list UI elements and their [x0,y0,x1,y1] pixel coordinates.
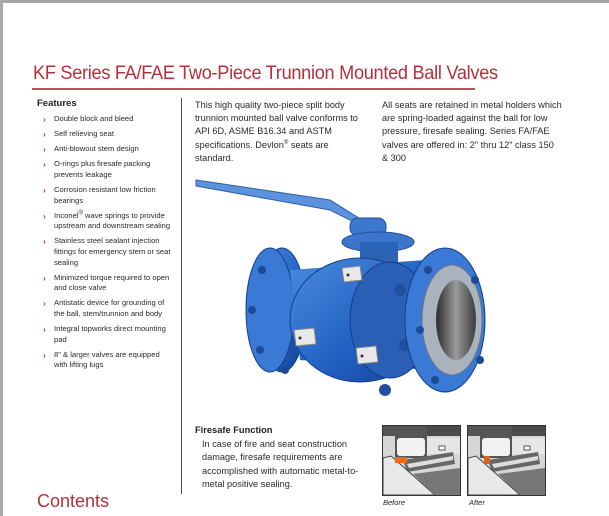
feature-item: › Inconel® wave springs to provide upstream and downstream sealing [43,210,171,231]
chevron-right-icon: › [43,272,46,283]
chevron-right-icon: › [43,114,46,124]
ball-valve-illustration [190,170,510,420]
page-frame-left [0,0,3,516]
feature-item: › Anti-blowout stem design [43,144,139,155]
chevron-right-icon: › [43,144,46,155]
firesafe-diagram-before [382,425,461,496]
firesafe-description: In case of fire and seat construction damage, firesafe requirements are accomplished with automatic metal-to-metal positive sealing. [202,439,359,490]
chevron-right-icon: › [43,159,46,170]
feature-item: › O-rings plus firesafe packing prevents leakage [43,159,151,179]
feature-item: › Minimized torque required to open and close valve [43,272,170,293]
feature-item: › Antistatic device for grounding of the ball, stem/trunnion and body [43,298,165,318]
title-underline [32,88,475,90]
chevron-right-icon: › [43,129,46,140]
page-frame-top [0,0,609,3]
feature-item: › 8" & larger valves are equipped with lifting lugs [43,349,160,370]
diagram-label-before: Before [383,498,406,507]
features-heading: Features [37,98,77,109]
firesafe-diagram-after [467,425,546,496]
ball-valve-photo [190,170,510,420]
feature-item: › Stainless steel sealant injection fittings for emergency stem or seat sealing [43,236,171,267]
intro-paragraph-1: This high quality two-piece split body trunnion mounted ball valve conforms to API 6D, ASME B16.34 and ASTM specifications. Devlon® seats are standard. [195,100,358,163]
column-divider [181,98,182,494]
chevron-right-icon: › [43,210,46,221]
feature-item: › Corrosion resistant low friction bearings [43,184,156,205]
chevron-right-icon: › [43,349,46,360]
page-title: KF Series FA/FAE Two-Piece Trunnion Mounted Ball Valves [33,62,498,84]
features-list [43,114,175,375]
chevron-right-icon: › [43,184,46,195]
feature-item: › Double block and bleed [43,114,134,124]
feature-item: › Integral topworks direct mounting pad [43,324,166,344]
feature-item: › Self relieving seat [43,129,114,140]
diagram-label-after: After [469,498,485,507]
chevron-right-icon: › [43,236,46,247]
intro-paragraph-2: All seats are retained in metal holders which are spring-loaded against the ball for low pressure, firesafe sealing. Series FA/FAE valves are offered in: 2" thru 12" class 150 & 300 [382,100,562,163]
contents-heading: Contents [37,491,110,511]
chevron-right-icon: › [43,324,46,334]
firesafe-heading: Firesafe Function [195,425,273,435]
chevron-right-icon: › [43,298,46,309]
